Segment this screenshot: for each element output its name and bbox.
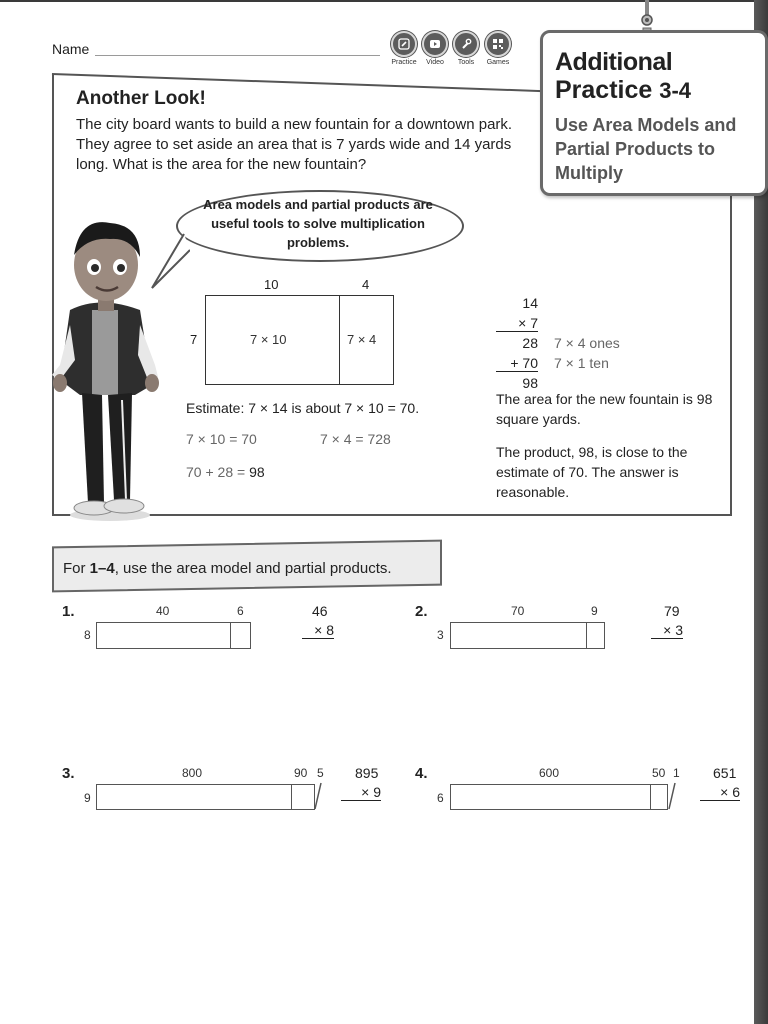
- problem-3-area-b[interactable]: [291, 784, 315, 810]
- problem-2-area-a[interactable]: [450, 622, 587, 649]
- title-line-2: [555, 77, 691, 104]
- vertical-partial-2-note: 7 × 1 ten: [554, 355, 609, 371]
- tools-label: Tools: [457, 59, 475, 66]
- problem-2-top-b: 9: [591, 604, 598, 618]
- lesson-title: Use Area Models and Partial Products to Multiply: [555, 115, 737, 183]
- area-model-left-label: 7 × 10: [250, 332, 287, 347]
- vertical-multiplier: × 7: [496, 315, 538, 332]
- instructions-rest: , use the area model and partial products.: [114, 560, 392, 577]
- title-practice-word: Practice: [555, 76, 653, 104]
- answer-text: The area for the new fountain is 98 square yards.: [496, 391, 713, 427]
- video-label: Video: [426, 59, 444, 66]
- intro-text: The city board wants to build a new fountain for a downtown park. They agree to set aside an area that is 7 yards wide and 14 yards long. What is the area for the new fountain?: [76, 116, 513, 173]
- problem-3-top-c: 5: [317, 766, 324, 780]
- problem-1-number: 1.: [62, 603, 75, 620]
- problem-2-top-a: 70: [511, 604, 525, 618]
- area-model-top-right: 4: [362, 277, 370, 292]
- title-card: [540, 30, 768, 196]
- speech-bubble-text: Area models and partial products are useful tools to solve multiplication problems.: [203, 197, 433, 250]
- sum-result: 98: [249, 464, 265, 480]
- problem-3-top-number: 895: [355, 765, 379, 781]
- problem-3-multiplier: × 9: [341, 784, 381, 801]
- problem-1-area-b[interactable]: [230, 622, 251, 649]
- problem-4-top-a: 600: [539, 766, 560, 780]
- problem-4-top-c: 1: [673, 766, 680, 780]
- problem-4-number: 4.: [415, 765, 428, 782]
- sum-prefix: 70 + 28 =: [186, 464, 250, 480]
- area-model-top-left: 10: [264, 277, 279, 292]
- lesson-number: 3-4: [659, 78, 692, 103]
- problem-1-area-a[interactable]: [96, 622, 231, 649]
- sum-equation: [186, 464, 265, 480]
- problem-3-side: 9: [84, 791, 91, 805]
- problem-1-multiplier: × 8: [302, 622, 334, 639]
- problem-4-area-c[interactable]: [667, 782, 677, 810]
- problem-1-side: 8: [84, 628, 91, 642]
- title-line-1: Additional: [555, 48, 673, 76]
- name-field[interactable]: [95, 55, 380, 56]
- problem-1-top-b: 6: [237, 604, 244, 618]
- problem-3-area-a[interactable]: [96, 784, 292, 810]
- vertical-result: 98: [522, 375, 538, 391]
- speech-bubble-tail: [150, 226, 190, 290]
- partial-product-2: 7 × 4 = 728: [320, 431, 391, 447]
- problem-2-multiplier: × 3: [651, 622, 683, 639]
- instructions-range: 1–4: [89, 560, 115, 577]
- problem-4-area-a[interactable]: [450, 784, 651, 810]
- problem-4-multiplier: × 6: [700, 784, 740, 801]
- estimate-text: Estimate: 7 × 14 is about 7 × 10 = 70.: [186, 400, 420, 416]
- tools-button[interactable]: [453, 31, 479, 66]
- pencil-icon: [391, 31, 417, 57]
- vertical-partial-1-note: 7 × 4 ones: [554, 335, 620, 351]
- wrench-icon: [453, 31, 479, 57]
- practice-label: Practice: [391, 59, 417, 66]
- play-icon: [422, 31, 448, 57]
- reasonable-text: The product, 98, is close to the estimate of 70. The answer is reasonable.: [496, 444, 688, 500]
- another-look-heading: Another Look!: [76, 88, 206, 109]
- area-model-right-label: 7 × 4: [347, 332, 377, 347]
- problem-4-top-b: 50: [652, 766, 666, 780]
- vertical-partial-1: 28: [522, 335, 538, 351]
- problem-4-top-number: 651: [713, 765, 737, 781]
- problem-4-area-b[interactable]: [650, 784, 668, 810]
- instructions-text: [63, 560, 392, 577]
- problem-3-top-a: 800: [182, 766, 203, 780]
- vertical-top-number: 14: [522, 295, 538, 311]
- problem-2-area-b[interactable]: [586, 622, 605, 649]
- name-label: Name: [52, 41, 90, 57]
- problem-3-number: 3.: [62, 765, 75, 782]
- instructions-prefix: For: [63, 560, 90, 577]
- problem-2-number: 2.: [415, 603, 428, 620]
- problem-3-area-c[interactable]: [313, 782, 323, 810]
- problem-1-top-a: 40: [156, 604, 170, 618]
- partial-product-1: 7 × 10 = 70: [186, 431, 257, 447]
- games-label: Games: [486, 59, 510, 66]
- problem-3-top-b: 90: [294, 766, 308, 780]
- practice-button[interactable]: [391, 31, 417, 66]
- games-button[interactable]: [485, 31, 511, 66]
- problem-1-top-number: 46: [312, 603, 328, 619]
- problem-4-side: 6: [437, 791, 444, 805]
- area-model-side: 7: [190, 332, 198, 347]
- problem-2-top-number: 79: [664, 603, 680, 619]
- qr-icon: [485, 31, 511, 57]
- vertical-partial-2: + 70: [496, 355, 538, 372]
- problem-2-side: 3: [437, 628, 444, 642]
- video-button[interactable]: [422, 31, 448, 66]
